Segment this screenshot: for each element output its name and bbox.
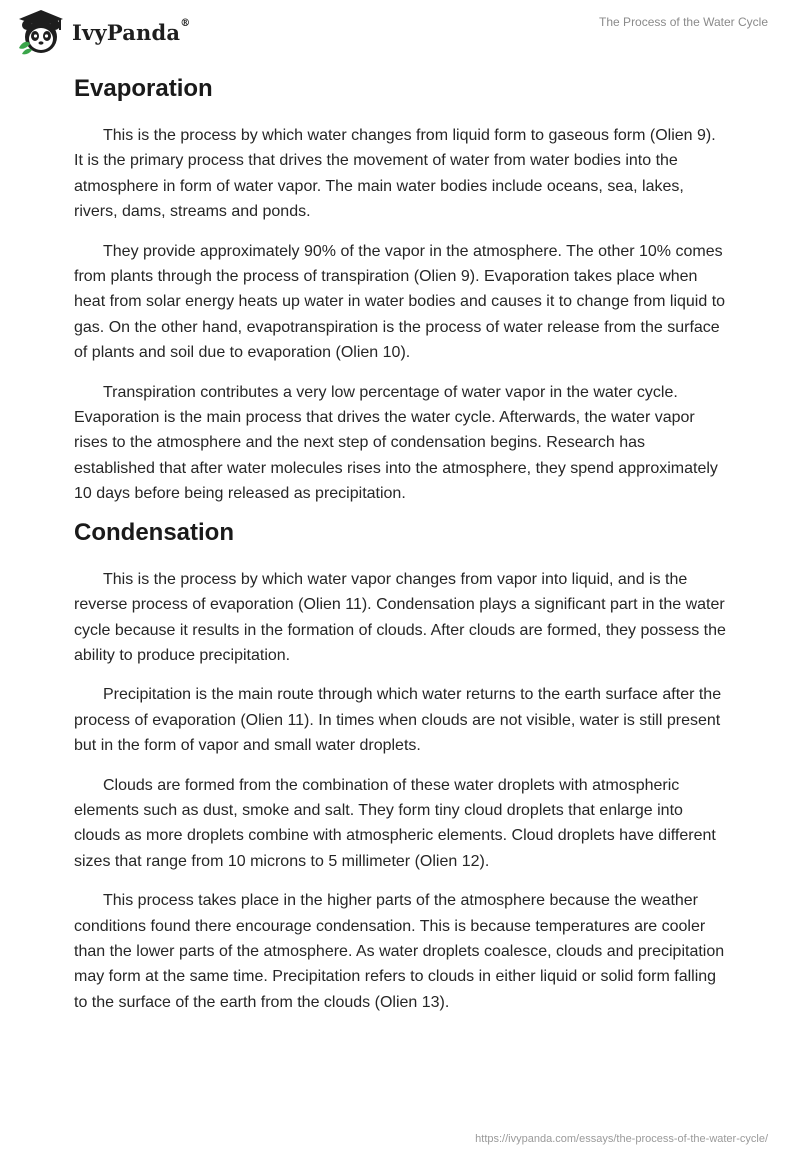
paragraph: This is the process by which water vapor changes from vapor into liquid, and is the reverse process of evaporation (Olien 11). Condensation plays a significant part in the water cycle because it results in the formation of clouds. After clouds are formed, they possess the ability to produce precipitation.: [74, 570, 726, 664]
paragraph: This process takes place in the higher parts of the atmosphere because the weather conditions found there encourage condensation. This is because temperatures are cooler than the lower parts of the atmosphere. As water droplets coalesce, clouds and precipitation may form at the same time. Precipitation refers to clouds in either liquid or solid form falling to the surface of the earth from the clouds (Olien 13).: [74, 892, 725, 1011]
page-header: [0, 0, 800, 64]
ivypanda-logo[interactable]: [16, 8, 190, 56]
registered-mark: ®: [180, 17, 191, 29]
source-url[interactable]: https://ivypanda.com/essays/the-process-of-the-water-cycle/: [475, 1133, 768, 1145]
document-title: The Process of the Water Cycle: [599, 15, 768, 29]
section-evaporation: [74, 73, 726, 507]
panda-graduate-icon: [16, 8, 66, 56]
section-heading: Evaporation: [74, 75, 213, 102]
paragraph: Clouds are formed from the combination of these water droplets with atmospheric elements such as dust, smoke and salt. They form tiny cloud droplets that enlarge into clouds as more droplets combine with atmospheric elements. Cloud droplets have different sizes that range from 10 microns to 5 millimeter (Olien 12).: [74, 776, 716, 870]
essay-body: [74, 72, 726, 1015]
paragraph: This is the process by which water changes from liquid form to gaseous form (Olien 9). It is the primary process that drives the movement of water from water bodies into the atmosphere in form of water vapor. The main water bodies include oceans, sea, lakes, rivers, dams, streams and ponds.: [74, 127, 716, 221]
section-heading: Condensation: [74, 518, 234, 546]
paragraph: Precipitation is the main route through which water returns to the earth surface after the process of evaporation (Olien 11). In times when clouds are not visible, water is still present but in the form of vapor and small water droplets.: [74, 686, 722, 755]
paragraph: Transpiration contributes a very low percentage of water vapor in the water cycle. Evaporation is the main process that drives the water cycle. Afterwards, the water vapor rises to the atmosphere and the next step of condensation begins. Research has established that after water molecules rises into the atmosphere, they spend approximately 10 days before being released as precipitation.: [74, 383, 718, 503]
section-condensation: [74, 517, 726, 1016]
paragraph: They provide approximately 90% of the vapor in the atmosphere. The other 10% comes from plants through the process of transpiration (Olien 9). Evaporation takes place when heat from solar energy heats up water in water bodies and causes it to change from liquid to gas. On the other hand, evapotranspiration is the process of water release from the surface of plants and soil due to evaporation (Olien 10).: [74, 242, 726, 362]
brand-name: IvyPanda®: [72, 17, 191, 45]
